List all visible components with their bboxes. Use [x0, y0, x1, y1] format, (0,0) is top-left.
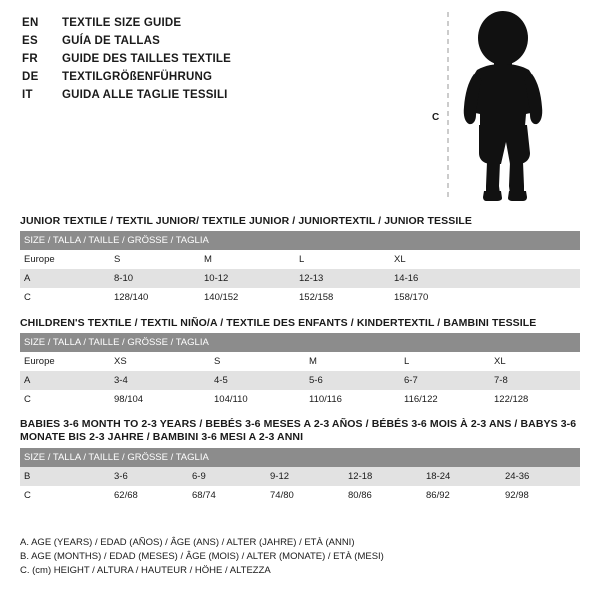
cell-col-xs: XS [110, 352, 210, 371]
cell-col-xl: XL [390, 250, 485, 269]
section-junior-textile [20, 215, 580, 307]
language-title-it: GUIDA ALLE TAGLIE TESSILI [62, 89, 228, 101]
language-row-de [22, 68, 422, 86]
language-row-fr [22, 50, 422, 68]
row-label-a: A [20, 371, 110, 390]
table-row [20, 352, 580, 371]
size-header-label: SIZE / TALLA / TAILLE / GRÖSSE / TAGLIA [20, 333, 580, 352]
cell-value: 3-6 [110, 467, 188, 486]
cell-value: 3-4 [110, 371, 210, 390]
cell-value: 6-9 [188, 467, 266, 486]
size-header-label: SIZE / TALLA / TAILLE / GRÖSSE / TAGLIA [20, 448, 580, 467]
cell-col-europe: Europe [20, 352, 110, 371]
table-row [20, 288, 580, 307]
cell-value: 18-24 [422, 467, 501, 486]
cell-value: 62/68 [110, 486, 188, 505]
cell-value: 74/80 [266, 486, 344, 505]
cell-value: 92/98 [501, 486, 580, 505]
height-marker-label: C [432, 112, 440, 123]
section-title: BABIES 3-6 MONTH TO 2-3 YEARS / BEBÉS 3-6 MESES A 2-3 AÑOS / BÉBÉS 3-6 MOIS À 2-3 ANS / BABYS 3-6 MONATE BIS 2-3 JAHRE / BAMBINI 3-6 MESI A 2-3 ANNI [20, 418, 577, 443]
cell-value: 24-36 [501, 467, 580, 486]
section-title: CHILDREN'S TEXTILE / TEXTIL NIÑO/A / TEXTILE DES ENFANTS / KINDERTEXTIL / BAMBINI TESSILE [20, 317, 537, 329]
language-code-fr: FR [22, 53, 38, 65]
cell-col-l: L [295, 250, 390, 269]
cell-value: 12-13 [295, 269, 390, 288]
cell-value: 6-7 [400, 371, 490, 390]
row-label-b: B [20, 467, 110, 486]
row-label-c: C [20, 390, 110, 409]
cell-col-m: M [200, 250, 295, 269]
cell-col-s: S [210, 352, 305, 371]
cell-value: 110/116 [305, 390, 400, 409]
language-title-de: TEXTILGRÖßENFÜHRUNG [62, 71, 213, 83]
cell-value: 98/104 [110, 390, 210, 409]
row-label-c: C [20, 288, 110, 307]
section-childrens-textile [20, 317, 580, 409]
cell-col-l: L [400, 352, 490, 371]
language-code-es: ES [22, 35, 38, 47]
cell-value: 4-5 [210, 371, 305, 390]
language-code-de: DE [22, 71, 39, 83]
cell-value: 152/158 [295, 288, 390, 307]
cell-value: 86/92 [422, 486, 501, 505]
language-title-en: TEXTILE SIZE GUIDE [62, 17, 182, 29]
language-row-es [22, 32, 422, 50]
cell-value: 104/110 [210, 390, 305, 409]
cell-value: 128/140 [110, 288, 200, 307]
size-table-children [20, 333, 580, 409]
child-silhouette-icon [430, 8, 590, 203]
cell-value: 158/170 [390, 288, 485, 307]
cell-value: 12-18 [344, 467, 422, 486]
table-row [20, 250, 580, 269]
legend [20, 536, 580, 578]
cell-value: 8-10 [110, 269, 200, 288]
table-row [20, 269, 580, 288]
figure-area [430, 8, 590, 203]
language-code-it: IT [22, 89, 33, 101]
cell-value: 122/128 [490, 390, 580, 409]
table-header-row [20, 333, 580, 352]
cell-value: 14-16 [390, 269, 485, 288]
cell-col-m: M [305, 352, 400, 371]
table-row [20, 467, 580, 486]
cell-value: 80/86 [344, 486, 422, 505]
cell-value: 68/74 [188, 486, 266, 505]
size-header-label: SIZE / TALLA / TAILLE / GRÖSSE / TAGLIA [20, 231, 580, 250]
table-row [20, 486, 580, 505]
cell-value: 5-6 [305, 371, 400, 390]
row-label-a: A [20, 269, 110, 288]
language-row-it [22, 86, 422, 104]
size-table-junior [20, 231, 580, 307]
size-table-babies [20, 448, 580, 505]
table-row [20, 390, 580, 409]
section-babies-textile [20, 418, 580, 505]
language-title-fr: GUIDE DES TAILLES TEXTILE [62, 53, 231, 65]
language-code-en: EN [22, 17, 39, 29]
row-label-c: C [20, 486, 110, 505]
cell-value: 140/152 [200, 288, 295, 307]
language-header [22, 14, 422, 104]
section-title: JUNIOR TEXTILE / TEXTIL JUNIOR/ TEXTILE JUNIOR / JUNIORTEXTIL / JUNIOR TESSILE [20, 215, 472, 227]
legend-line-b: B. AGE (MONTHS) / EDAD (MESES) / ÂGE (MOIS) / ALTER (MONATE) / ETÀ (MESI) [20, 551, 384, 562]
cell-value: 7-8 [490, 371, 580, 390]
language-title-es: GUÍA DE TALLAS [62, 35, 160, 47]
cell-value: 9-12 [266, 467, 344, 486]
legend-line-a: A. AGE (YEARS) / EDAD (AÑOS) / ÂGE (ANS) / ALTER (JAHRE) / ETÀ (ANNI) [20, 537, 355, 548]
cell-value: 10-12 [200, 269, 295, 288]
legend-line-c: C. (cm) HEIGHT / ALTURA / HAUTEUR / HÖHE / ALTEZZA [20, 565, 271, 576]
cell-col-xl: XL [490, 352, 580, 371]
cell-col-europe: Europe [20, 250, 110, 269]
language-row-en [22, 14, 422, 32]
cell-col-s: S [110, 250, 200, 269]
table-header-row [20, 448, 580, 467]
cell-value: 116/122 [400, 390, 490, 409]
table-row [20, 371, 580, 390]
table-header-row [20, 231, 580, 250]
